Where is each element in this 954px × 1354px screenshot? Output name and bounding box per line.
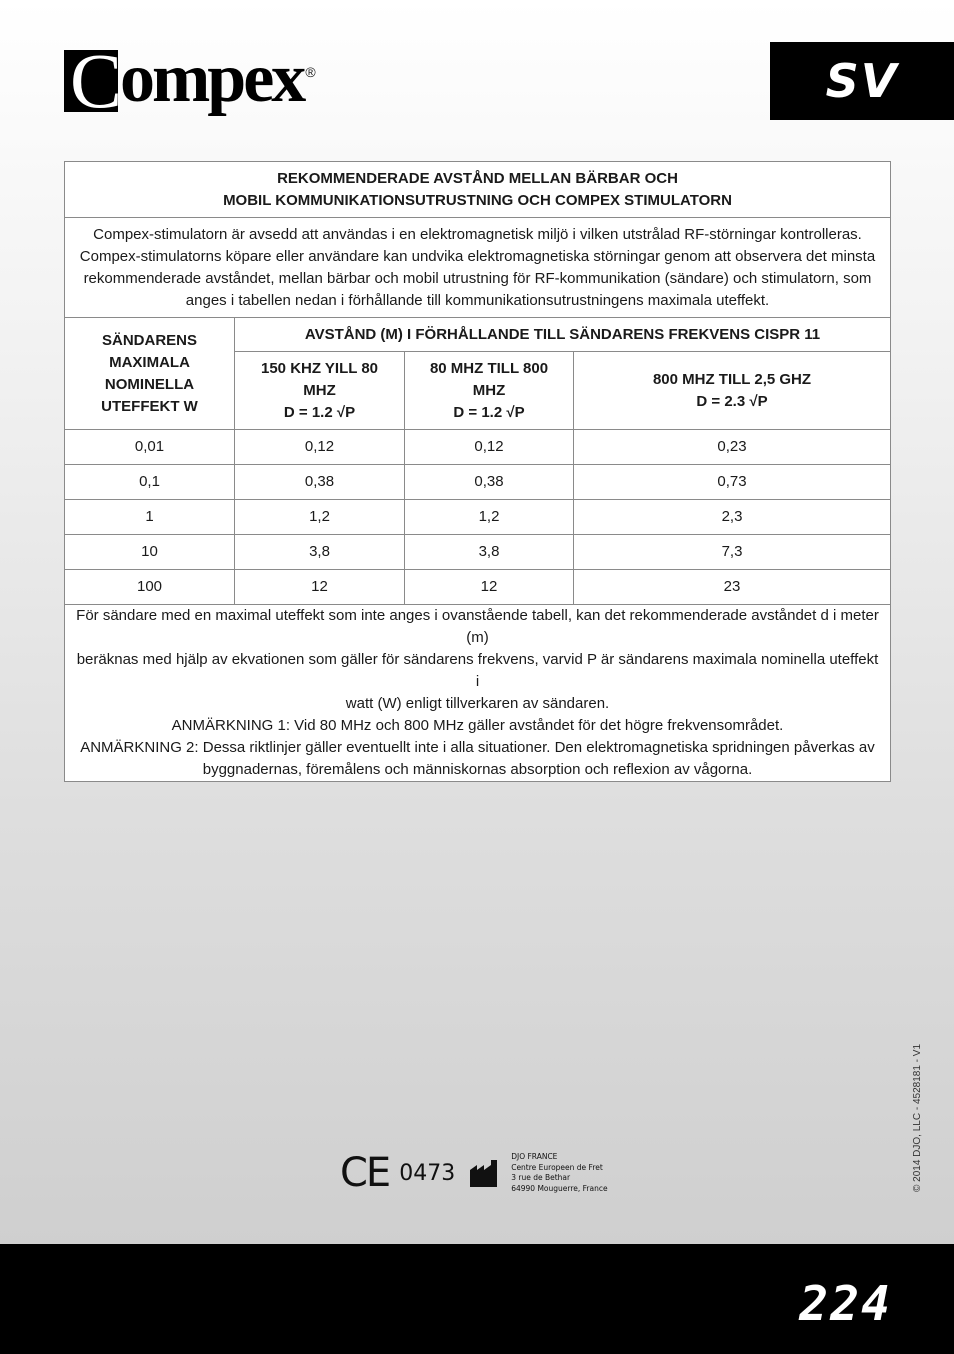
- language-code: SV: [825, 54, 899, 108]
- cell-distance-low: 3,8: [235, 535, 405, 570]
- table-notes: [65, 605, 891, 782]
- col-header-line: MHZ: [303, 381, 336, 399]
- col-header-150khz-80mhz: [235, 352, 405, 430]
- note-line: watt (W) enligt tillverkaren av sändaren.: [345, 695, 610, 712]
- col-header-line: UTEFFEKT W: [101, 397, 198, 415]
- note-line: För sändare med en maximal uteffekt som inte anges i ovanstående tabell, kan det rekommenderade avståndet d i meter (m): [76, 607, 879, 646]
- cell-distance-low: 0,38: [235, 465, 405, 500]
- language-tab: [770, 42, 954, 120]
- cell-distance-mid: 0,38: [405, 465, 574, 500]
- table-title-line: REKOMMENDERADE AVSTÅND MELLAN BÄRBAR OCH: [277, 169, 678, 187]
- cell-distance-high: 2,3: [574, 500, 891, 535]
- cell-power: 1: [65, 500, 235, 535]
- table-notes-row: [65, 605, 891, 782]
- col-header-line: MAXIMALA: [109, 353, 190, 371]
- emc-distance-table: [64, 161, 891, 782]
- table-row: [65, 570, 891, 605]
- certification-block: [340, 1150, 608, 1196]
- header-row-group: [65, 318, 891, 352]
- cell-distance-high: 7,3: [574, 535, 891, 570]
- table-intro-row: [65, 218, 891, 318]
- address-line: 3 rue de Bethar: [511, 1173, 571, 1182]
- logo-wordmark: ompex: [120, 40, 304, 117]
- cell-distance-mid: 3,8: [405, 535, 574, 570]
- col-header-formula: D = 1.2 √P: [453, 403, 525, 421]
- table-row: [65, 500, 891, 535]
- note-line: ANMÄRKNING 2: Dessa riktlinjer gäller eventuellt inte i alla situationer. Den elektromagnetiska spridningen påverkas av: [80, 739, 875, 756]
- table-row: [65, 430, 891, 465]
- cell-power: 100: [65, 570, 235, 605]
- intro-line: Compex-stimulatorn är avsedd att användas i en elektromagnetisk miljö i vilken utstrålad RF-störningar kontrolleras.: [93, 225, 862, 243]
- group-header-distance: AVSTÅND (M) I FÖRHÅLLANDE TILL SÄNDARENS FREKVENS CISPR 11: [235, 318, 891, 352]
- factory-icon: [469, 1158, 505, 1188]
- page-footer: [0, 1244, 954, 1354]
- col-header-line: 800 MHZ TILL 2,5 GHZ: [652, 370, 812, 388]
- note-line: beräknas med hjälp av ekvationen som gäller för sändarens frekvens, varvid P är sändarens maximala nominella uteffekt i: [76, 651, 879, 690]
- intro-line: rekommenderade avståndet, mellan bärbar och mobil utrustning för RF-kommunikation (sändare) och stimulatorn, som: [83, 269, 872, 287]
- col-header-line: SÄNDARENS: [101, 331, 197, 349]
- col-header-80mhz-800mhz: [405, 352, 574, 430]
- note-line: ANMÄRKNING 1: Vid 80 MHz och 800 MHz gäller avståndet för det högre frekvensområdet.: [171, 717, 784, 734]
- col-header-800mhz-2-5ghz: [574, 352, 891, 430]
- copyright-notice: © 2014 DJO, LLC - 4528181 - V1: [912, 1043, 923, 1192]
- col-header-line: NOMINELLA: [104, 375, 195, 393]
- table-title: [65, 162, 891, 218]
- cell-distance-high: 0,73: [574, 465, 891, 500]
- cell-distance-mid: 1,2: [405, 500, 574, 535]
- cell-distance-mid: 0,12: [405, 430, 574, 465]
- address-line: DJO FRANCE: [511, 1152, 558, 1161]
- logo-initial-box: [64, 37, 123, 124]
- col-header-formula: D = 1.2 √P: [283, 403, 356, 421]
- col-header-line: 150 KHZ YILL 80: [261, 359, 378, 377]
- cell-power: 0,1: [65, 465, 235, 500]
- ce-mark: CE: [340, 1150, 390, 1196]
- cell-distance-high: 23: [574, 570, 891, 605]
- address-line: 64990 Mouguerre, France: [511, 1183, 608, 1193]
- manufacturer-address: [511, 1152, 607, 1194]
- compex-logo: [64, 37, 316, 124]
- cell-power: 0,01: [65, 430, 235, 465]
- logo-initial: C: [70, 37, 123, 124]
- table-title-line: MOBIL KOMMUNIKATIONSUTRUSTNING OCH COMPEX STIMULATORN: [223, 191, 732, 209]
- cell-distance-mid: 12: [405, 570, 574, 605]
- note-line: byggnadernas, föremålens och människornas absorption och reflexion av vågorna.: [202, 761, 753, 778]
- address-line: Centre Europeen de Fret: [511, 1162, 603, 1172]
- intro-line: anges i tabellen nedan i förhållande till kommunikationsutrustningens maximala uteffekt.: [185, 291, 770, 309]
- table-title-row: [65, 162, 891, 218]
- notified-body-number: 0473: [399, 1160, 456, 1186]
- cell-distance-low: 0,12: [235, 430, 405, 465]
- col-header-line: MHZ: [472, 381, 506, 399]
- page-number: 224: [799, 1276, 892, 1332]
- table-row: [65, 535, 891, 570]
- cell-distance-low: 1,2: [235, 500, 405, 535]
- cell-distance-low: 12: [235, 570, 405, 605]
- cell-distance-high: 0,23: [574, 430, 891, 465]
- cell-power: 10: [65, 535, 235, 570]
- col-header-line: 80 MHZ TILL 800: [429, 359, 549, 377]
- registered-mark: ®: [305, 64, 316, 80]
- col-header-power: [65, 318, 235, 430]
- col-header-formula: D = 2.3 √P: [696, 392, 768, 410]
- intro-line: Compex-stimulatorns köpare eller användare kan undvika elektromagnetiska störningar genom att observera det minsta: [79, 247, 876, 265]
- table-row: [65, 465, 891, 500]
- table-intro: [65, 218, 891, 318]
